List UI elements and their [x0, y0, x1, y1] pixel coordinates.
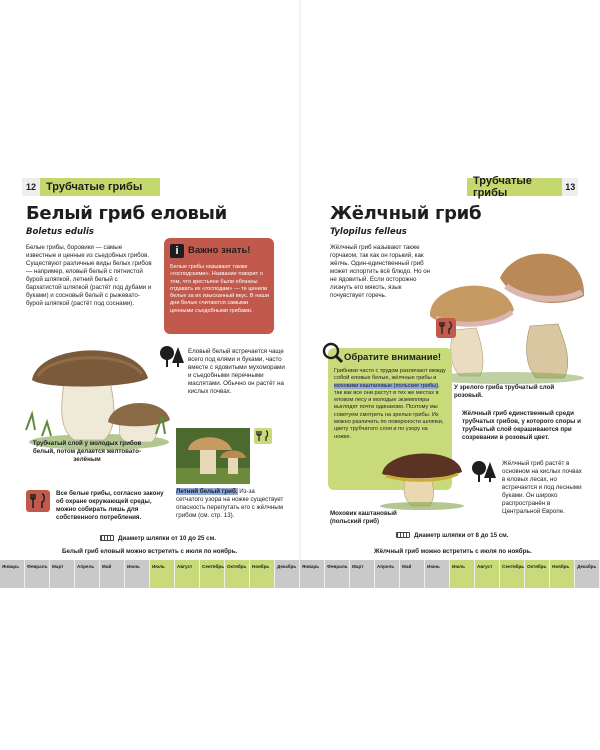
bay-bolete-label: Моховик каштановый (польский гриб)	[330, 510, 397, 525]
intro-text: Жёлчный гриб называют также горчаком, так как он горький, как жёлчь. Один-единственный гриб может испортить всё блюдо. Но он не ядовитый. Если осторожно лизнуть его мякоть, язык почувствует горечь.	[330, 244, 431, 299]
month-cell: Январь	[300, 560, 325, 588]
right-page	[300, 0, 600, 750]
month-cell: Сентябрь	[200, 560, 225, 588]
month-cell: Декабрь	[575, 560, 600, 588]
month-cell: Май	[400, 560, 425, 588]
tube-note: Трубчатый слой у молодых грибов белый, потом делается желтовато-зелёным	[32, 440, 142, 463]
cutlery-icon	[436, 318, 456, 338]
magnifier-icon	[322, 342, 344, 364]
summer-bolete-text	[176, 488, 284, 520]
section-label: Трубчатые грибы	[473, 175, 532, 199]
cap-diameter: Диаметр шляпки от 10 до 25 см.	[118, 535, 216, 542]
month-strip	[0, 560, 600, 588]
month-cell: Август	[175, 560, 200, 588]
month-cell: Февраль	[25, 560, 50, 588]
month-cell: Март	[50, 560, 75, 588]
latin-name: Boletus edulis	[26, 227, 94, 237]
attention-text-end: , так как все они растут в тех же местах в еловом лесу и молодые экземпляры выглядят почти одинаково. Поэтому мы советуем смотреть на зрелые грибы. Их можно различить по поверхности шляпки, цвету трубчатого слоя и по узору на ножке.	[334, 382, 444, 440]
cutlery-icon-small	[254, 428, 272, 444]
attention-text-start: Грибники часто с трудом различают между собой еловые белые, жёлчные грибы и	[334, 368, 446, 382]
month-cell: Июнь	[125, 560, 150, 588]
cap-diameter: Диаметр шляпки от 8 до 15 см.	[414, 532, 509, 539]
page-number: 13	[562, 178, 578, 196]
ruler-icon	[396, 532, 410, 538]
bay-bolete-illustration	[378, 444, 464, 510]
page-number: 12	[22, 178, 40, 196]
mature-note: У зрелого гриба трубчатый слой розовый.	[454, 384, 555, 399]
month-cell: Июль	[150, 560, 175, 588]
intro-text: Белые грибы, боровики — самые известные и ценные из съедобных грибов. Существуют различные виды белых грибов — например, еловый белый с пятнистой бурой шляпкой, летний белый с бархатистой шляпкой (растёт под дубами и буками) и сосновый белый с рыжевато-бурой шляпкой (растёт под соснами).	[26, 244, 152, 307]
porcini-illustration	[24, 330, 174, 450]
attention-highlight: моховики каштановые (польские грибы)	[334, 382, 439, 389]
protection-note: Все белые грибы, согласно закону об охране окружающей среды, можно собирать лишь для собственного потребления.	[56, 490, 164, 521]
important-box	[164, 238, 274, 334]
page-title: Жёлчный гриб	[330, 203, 482, 224]
attention-text	[334, 368, 446, 441]
month-cell: Апрель	[375, 560, 400, 588]
month-cell: Ноябрь	[550, 560, 575, 588]
month-cell: Май	[100, 560, 125, 588]
important-title: Важно знать!	[188, 245, 251, 256]
month-cell: Январь	[0, 560, 25, 588]
page-title: Белый гриб еловый	[26, 203, 227, 224]
month-cell: Декабрь	[275, 560, 300, 588]
latin-name: Tylopilus felleus	[330, 227, 407, 237]
habitat-text: Жёлчный гриб растёт в основном на кислых почвах в еловых лесах, но встречается и под лесными буками. Он широко распространён в Центральной Европе.	[502, 460, 582, 515]
month-cell: Июнь	[425, 560, 450, 588]
month-cell: Октябрь	[225, 560, 250, 588]
info-icon: i	[170, 244, 184, 258]
summer-bolete-photo	[176, 428, 250, 484]
month-cell: Февраль	[325, 560, 350, 588]
month-cell: Март	[350, 560, 375, 588]
summer-bolete-highlight: Летний белый гриб.	[176, 488, 238, 495]
ruler-icon	[100, 535, 114, 541]
season-text: Белый гриб еловый можно встретить с июля по ноябрь.	[62, 548, 238, 555]
section-band	[467, 175, 578, 199]
tree-icon	[158, 345, 186, 369]
summer-bolete-description: Из-за сетчатого узора на ножке существует опасность перепутать его с жёлчным грибом (см. стр. 13).	[176, 488, 284, 519]
season-text: Жёлчный гриб можно встретить с июля по ноябрь.	[374, 548, 532, 555]
tree-icon	[470, 460, 498, 484]
month-cell: Сентябрь	[500, 560, 525, 588]
month-cell: Август	[475, 560, 500, 588]
important-text: Белые грибы называют также «господскими». Название говорит о том, что крестьяне были обязаны отдавать их «господам» — те ценили белые за их изысканный вкус. В наши дни белые считаются самыми ценными съедобными грибами.	[170, 264, 270, 314]
month-cell: Июль	[450, 560, 475, 588]
section-label: Трубчатые грибы	[46, 181, 143, 193]
month-cell: Ноябрь	[250, 560, 275, 588]
unique-note: Жёлчный гриб единственный среди трубчатых грибов, у которого споры и трубчатый слой окрашиваются при созревании в розовый цвет.	[462, 410, 581, 441]
habitat-text: Еловый белый встречается чаще всего под елями и буками, часто вместе с ядовитыми мухоморами и съедобными перечными маслятами. Обычно он растёт на кислых почвах.	[188, 348, 285, 395]
attention-title: Обратите внимание!	[344, 352, 442, 363]
section-band	[22, 178, 160, 196]
cutlery-icon	[26, 490, 50, 512]
month-cell: Апрель	[75, 560, 100, 588]
month-cell: Октябрь	[525, 560, 550, 588]
